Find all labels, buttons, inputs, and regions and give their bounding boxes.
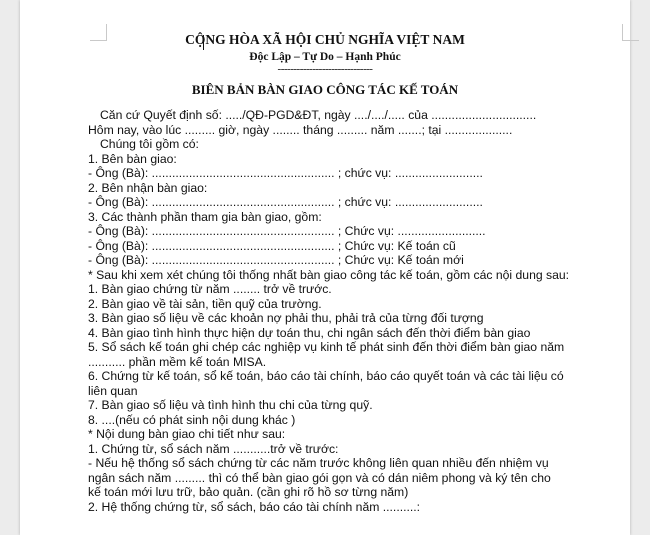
body-line: 4. Bàn giao tình hình thực hiện dự toán thu, chi ngân sách đến thời điểm bàn giao [88,325,531,340]
document-body [88,108,618,514]
body-line: - Ông (Bà): ...................................................... ; Chức vụ: .......................... [88,224,486,238]
document-title: BIÊN BẢN BÀN GIAO CÔNG TÁC KẾ TOÁN [191,82,459,97]
body-line: 1. Bên bàn giao: [88,151,177,166]
body-line: 1. Chứng từ, sổ sách năm ...........trở về trước: [88,441,339,456]
body-line: 3. Bàn giao số liệu về các khoản nợ phải thu, phải trả của từng đối tượng [88,311,484,325]
document-page [20,0,630,535]
body-line: - Nếu hệ thống sổ sách chứng từ các năm trước không liên quan nhiều đến nhiệm vụ [88,456,549,470]
body-line: 6. Chứng từ kế toán, sổ kế toán, báo cáo tài chính, báo cáo quyết toán và các tài liệu có [88,369,564,383]
body-line: - Ông (Bà): ...................................................... ; Chức vụ: Kế toán cũ [88,238,456,253]
body-line: 5. Sổ sách kế toán ghi chép các nghiệp vụ kinh tế phát sinh đến thời điểm bàn giao năm [88,340,565,354]
body-line: * Sau khi xem xét chúng tôi thống nhất bàn giao công tác kế toán, gồm các nội dung sau: [88,267,570,282]
heading-rule: ------------------------------ [277,63,373,75]
body-line: - Ông (Bà): ...................................................... ; chức vụ: .......................... [88,195,483,209]
body-line: kế toán mới lưu trữ, bảo quản. (cần ghi rõ hồ sơ từng năm) [88,485,409,499]
body-line: 8. ....(nếu có phát sinh nội dung khác ) [88,412,296,427]
body-line: ........... phần mềm kế toán MISA. [88,354,267,369]
body-line: 2. Bên nhận bàn giao: [88,180,208,195]
body-line: Căn cứ Quyết định số: ...../QĐ-PGD&ĐT, ngày ..../..../..... của ............................... [100,108,537,122]
body-line: Hôm nay, vào lúc ......... giờ, ngày ........ tháng ......... năm .......; tại .................... [88,122,513,137]
body-line: 2. Bàn giao về tài sản, tiền quỹ của trường. [88,296,322,311]
body-line: 3. Các thành phần tham gia bàn giao, gồm: [88,209,322,224]
country-heading: CỘNG HÒA XÃ HỘI CHỦ NGHĨA VIỆT NAM [185,32,465,47]
body-line: 2. Hệ thống chứng từ, sổ sách, báo cáo tài chính năm ..........: [88,499,421,514]
body-line: 7. Bàn giao số liệu và tình hình thu chi của từng quỹ. [88,398,373,412]
body-line: - Ông (Bà): ...................................................... ; Chức vụ: Kế toán mới [88,253,464,267]
motto-heading: Độc Lập – Tự Do – Hạnh Phúc [249,51,401,63]
body-line: liên quan [88,383,138,398]
body-line: Chúng tôi gồm có: [100,137,199,151]
body-line: 1. Bàn giao chứng từ năm ........ trở về trước. [88,282,332,296]
body-line: - Ông (Bà): ...................................................... ; chức vụ: .......................... [88,166,483,180]
body-line: * Nội dung bàn giao chi tiết như sau: [88,427,286,441]
body-line: ngân sách năm ......... thì có thể bàn giao gói gọn và có dán niêm phong và ký tên cho [88,470,551,485]
